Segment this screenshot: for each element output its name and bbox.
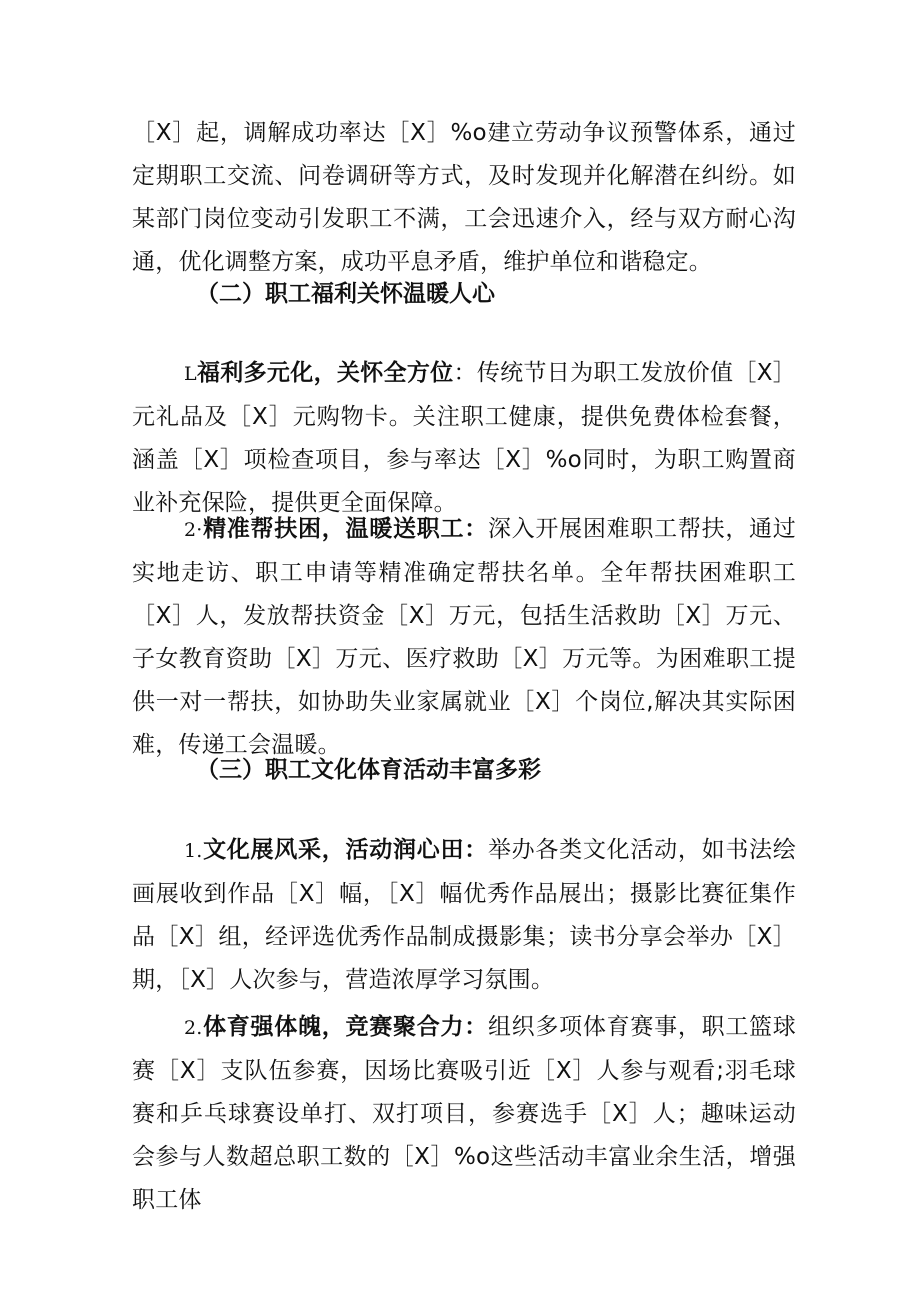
- item-title: 文化展风采，活动润心田：: [202, 837, 488, 863]
- section-heading-welfare: （二）职工福利关怀温暖人心: [196, 281, 495, 307]
- section-heading-culture-sports: （三）职工文化体育活动丰富多彩: [196, 757, 541, 783]
- paragraph-text: ［X］起，调解成功率达［X］%o建立劳动争议预警体系，通过定期职工交流、问卷调研等方式，及时发现并化解潜在纠纷。如某部门岗位变动引发职工不满，工会迅速介入，经与双方耐心沟通，优化调整方案，成功平息矛盾，维护单位和谐稳定。: [132, 120, 796, 275]
- paragraph-welfare-diversified: [132, 352, 796, 525]
- item-number: L: [184, 363, 197, 385]
- item-title: 精准帮扶困，温暖送职工：: [202, 516, 488, 542]
- paragraph-culture-activities: [132, 829, 796, 1002]
- item-number: 2·: [184, 519, 203, 541]
- paragraph-precise-assistance: [132, 508, 796, 767]
- item-title: 体育强体魄，竞赛聚合力：: [202, 1014, 488, 1040]
- paragraph-text: 深入开展困难职工帮扶，通过实地走访、职工申请等精准确定帮扶名单。全年帮扶困难职工［X］人，发放帮扶资金［X］万元，包括生活救助［X］万元、子女教育资助［X］万元、医疗救助［X］万元等。为困难职工提供一对一帮扶，如协助失业家属就业［X］个岗位,解决其实际困难，传递工会温暖。: [132, 516, 796, 758]
- item-title: 福利多元化，关怀全方位: [196, 360, 454, 386]
- paragraph-text: 组织多项体育赛事，职工篮球赛［X］支队伍参赛，因场比赛吸引近［X］人参与观看;羽毛球赛和乒乓球赛设单打、双打项目，参赛选手［X］人；趣味运动会参与人数超总职工数的［X］%o这些活动丰富业余生活，增强职工体: [132, 1014, 796, 1213]
- item-number: 2.: [184, 1017, 203, 1039]
- paragraph-text: ：传统节日为职工发放价值［X］元礼品及［X］元购物卡。关注职工健康，提供免费体检套餐，涵盖［X］项检查项目，参与率达［X］%o同时，为职工购置商业补充保险，提供更全面保障。: [132, 360, 796, 516]
- item-number: 1.: [184, 840, 203, 862]
- paragraph-sports-activities: [132, 1006, 796, 1222]
- paragraph-labor-dispute: [132, 112, 796, 284]
- paragraph-text: 举办各类文化活动，如书法绘画展收到作品［X］幅，［X］幅优秀作品展出；摄影比赛征集作品［X］组，经评选优秀作品制成摄影集；读书分享会举办［X］期，［X］人次参与，营造浓厚学习氛围。: [132, 837, 796, 993]
